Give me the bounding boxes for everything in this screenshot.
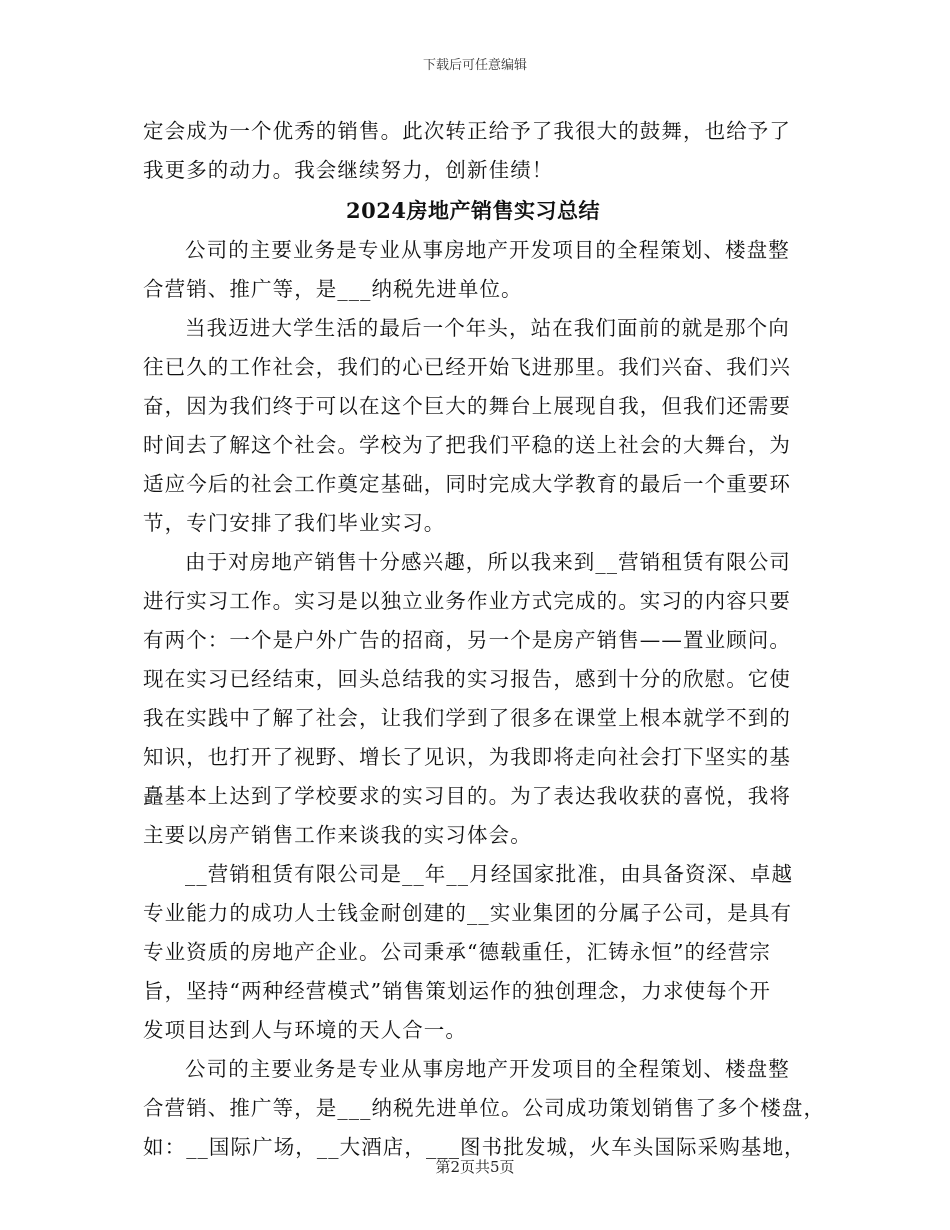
text-line: 奋，因为我们终于可以在这个巨大的舞台上展现自我，但我们还需要 bbox=[143, 394, 791, 418]
text-line: 当我迈进大学生活的最后一个年头，站在我们面前的就是那个向 bbox=[185, 316, 790, 340]
paragraph bbox=[143, 543, 803, 855]
paragraph bbox=[143, 1050, 826, 1167]
text-line: 公司的主要业务是专业从事房地产开发项目的全程策划、楼盘整 bbox=[185, 1057, 790, 1081]
text-line: 我更多的动力。我会继续努力，创新佳绩！ bbox=[143, 158, 554, 182]
text-line: 时间去了解这个社会。学校为了把我们平稳的送上社会的大舞台，为 bbox=[143, 433, 791, 457]
section-title: 2024房地产销售实习总结 bbox=[346, 198, 600, 223]
text-line: 适应今后的社会工作奠定基础，同时完成大学教育的最后一个重要环 bbox=[143, 472, 791, 496]
page-footer: 第2页共5页 bbox=[435, 1158, 515, 1176]
paragraph bbox=[143, 309, 803, 543]
text-line: 专业资质的房地产企业。公司秉承“德载重任，汇铸永恒”的经营宗 bbox=[143, 940, 771, 964]
text-line: 往已久的工作社会，我们的心已经开始飞进那里。我们兴奋、我们兴 bbox=[143, 355, 791, 379]
text-line: 有两个：一个是户外广告的招商，另一个是房产销售——置业顾问。 bbox=[143, 628, 791, 652]
page-header: 下载后可任意编辑 bbox=[422, 58, 527, 73]
text-line: 合营销、推广等，是___纳税先进单位。 bbox=[143, 277, 523, 301]
text-line: 合营销、推广等，是___纳税先进单位。公司成功策划销售了多个楼盘， bbox=[143, 1096, 826, 1120]
text-line: 发项目达到人与环境的天人合一。 bbox=[143, 1018, 467, 1042]
text-line: 公司的主要业务是专业从事房地产开发项目的全程策划、楼盘整 bbox=[185, 238, 790, 262]
text-line: 矗基本上达到了学校要求的实习目的。为了表达我收获的喜悦，我将 bbox=[143, 784, 791, 808]
text-line: 节，专门安排了我们毕业实习。 bbox=[143, 511, 446, 535]
document-body bbox=[143, 112, 826, 1167]
text-line: 知识，也打开了视野、增长了见识，为我即将走向社会打下坚实的基 bbox=[143, 745, 791, 769]
text-line: 定会成为一个优秀的销售。此次转正给予了我很大的鼓舞，也给予了 bbox=[143, 119, 791, 143]
text-line: 由于对房地产销售十分感兴趣，所以我来到__营销租赁有限公司 bbox=[185, 550, 791, 574]
paragraph bbox=[143, 231, 803, 309]
text-line: __营销租赁有限公司是__年__月经国家批准，由具备资深、卓越 bbox=[185, 862, 794, 886]
paragraph bbox=[143, 855, 803, 1050]
text-line: 现在实习已经结束，回头总结我的实习报告，感到十分的欣慰。它使 bbox=[143, 667, 791, 691]
text-line: 专业能力的成功人士钱金耐创建的__实业集团的分属子公司，是具有 bbox=[143, 901, 793, 925]
text-line: 如：__国际广场，__大酒店，___图书批发城，火车头国际采购基地， bbox=[143, 1135, 806, 1159]
text-line: 我在实践中了解了社会，让我们学到了很多在课堂上根本就学不到的 bbox=[143, 706, 791, 730]
text-line: 主要以房产销售工作来谈我的实习体会。 bbox=[143, 823, 532, 847]
text-line: 旨，坚持“两种经营模式”销售策划运作的独创理念，力求使每个开 bbox=[143, 979, 771, 1003]
text-line: 进行实习工作。实习是以独立业务作业方式完成的。实习的内容只要 bbox=[143, 589, 791, 613]
